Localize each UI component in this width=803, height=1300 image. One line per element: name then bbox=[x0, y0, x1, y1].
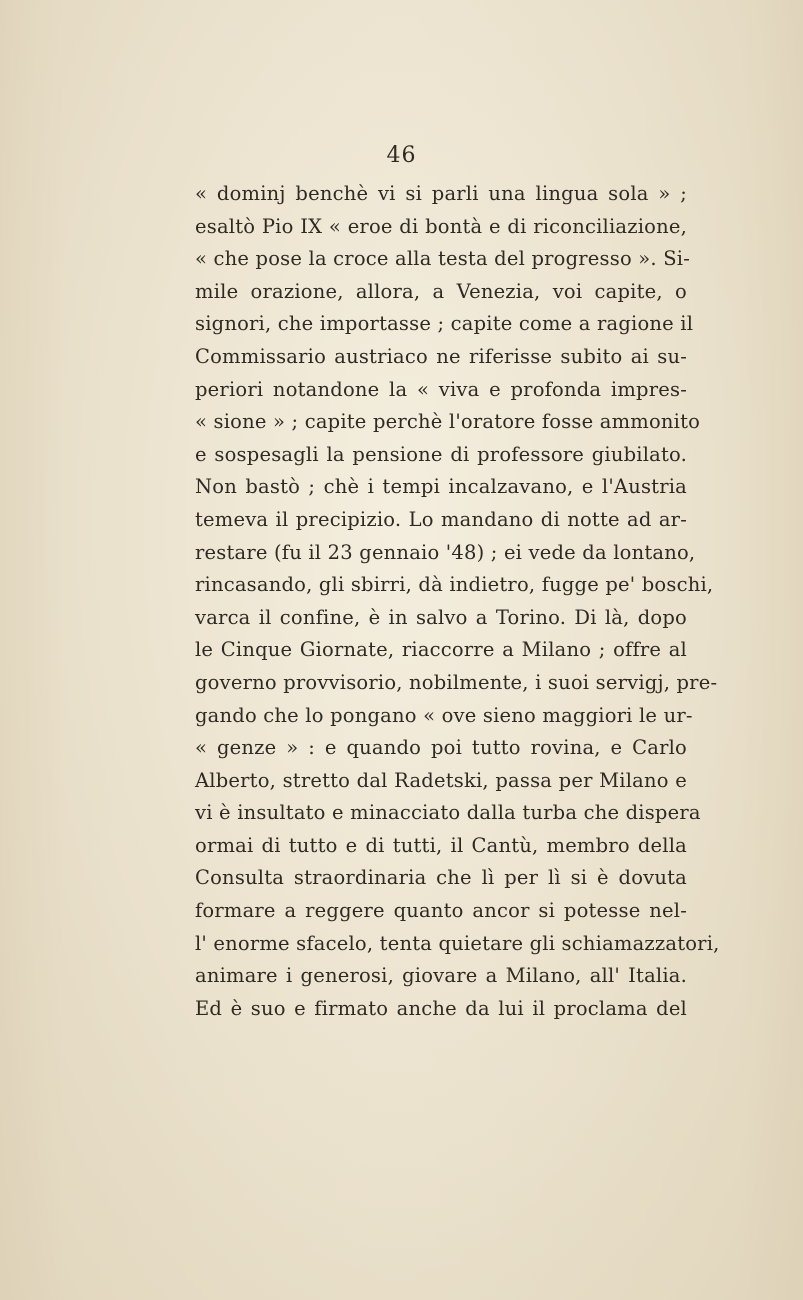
text-line: restare (fu il 23 gennaio '48) ; ei vede da lontano, bbox=[195, 540, 696, 564]
text-line: varca il confine, è in salvo a Torino. Di là, dopo bbox=[195, 605, 687, 629]
body-text bbox=[195, 178, 720, 1025]
text-line: Ed è suo e firmato anche da lui il proclama del bbox=[195, 996, 687, 1020]
text-line: rincasando, gli sbirri, dà indietro, fugge pe' boschi, bbox=[195, 573, 714, 597]
text-line: temeva il precipizio. Lo mandano di notte ad ar- bbox=[195, 507, 687, 531]
text-line: formare a reggere quanto ancor si potesse nel- bbox=[195, 899, 687, 923]
text-line: governo provvisorio, nobilmente, i suoi servigj, pre- bbox=[195, 670, 718, 694]
text-line: e sospesagli la pensione di professore giubilato. bbox=[195, 442, 687, 466]
text-line: Commissario austriaco ne riferisse subito ai su- bbox=[195, 344, 687, 368]
text-line: periori notandone la « viva e profonda impres- bbox=[195, 377, 687, 401]
text-line: ormai di tutto e di tutti, il Cantù, membro della bbox=[195, 833, 687, 857]
text-line: vi è insultato e minacciato dalla turba che dispera bbox=[195, 801, 701, 825]
text-line: esaltò Pio IX « eroe di bontà e di riconciliazione, bbox=[195, 214, 687, 238]
text-line: « dominj benchè vi si parli una lingua sola » ; bbox=[195, 182, 687, 205]
text-line: le Cinque Giornate, riaccorre a Milano ; offre al bbox=[195, 638, 687, 662]
text-line: Alberto, stretto dal Radetski, passa per Milano e bbox=[195, 768, 687, 792]
text-line: Non bastò ; chè i tempi incalzavano, e l'Austria bbox=[195, 475, 687, 499]
text-line: « genze » : e quando poi tutto rovina, e Carlo bbox=[195, 736, 687, 760]
text-line: « che pose la croce alla testa del progresso ». Si- bbox=[195, 247, 690, 271]
text-line: mile orazione, allora, a Venezia, voi capite, o bbox=[195, 279, 687, 303]
text-line: Consulta straordinaria che lì per lì si è dovuta bbox=[195, 866, 687, 890]
page-number: 46 bbox=[386, 143, 417, 168]
text-line: signori, che importasse ; capite come a ragione il bbox=[195, 312, 694, 336]
text-line: animare i generosi, giovare a Milano, all' Italia. bbox=[195, 964, 687, 988]
text-line: gando che lo pongano « ove sieno maggiori le ur- bbox=[195, 703, 693, 727]
text-line: « sione » ; capite perchè l'oratore fosse ammonito bbox=[195, 410, 701, 434]
text-line: l' enorme sfacelo, tenta quietare gli schiamazzatori, bbox=[195, 931, 720, 955]
